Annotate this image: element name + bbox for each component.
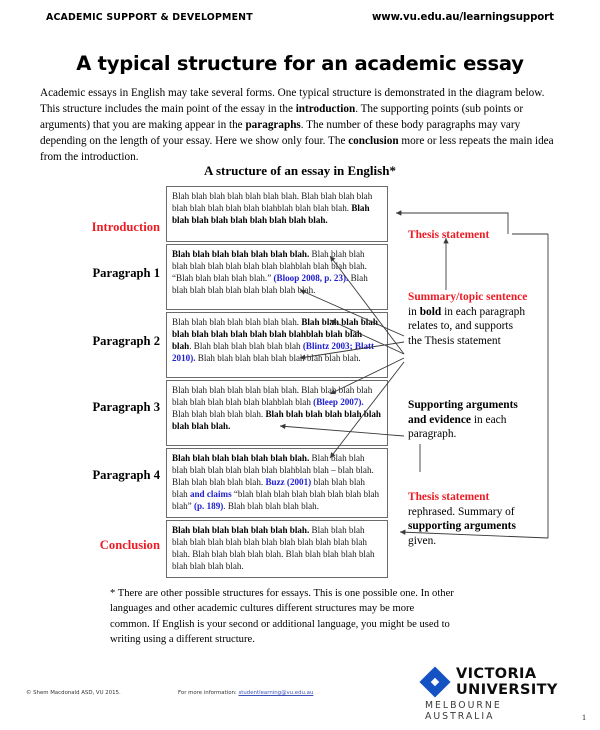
box-intro-text: Blah blah blah blah blah blah blah. Blah blah blah blah blah blah blah blah blah blahblah blah blah blah. [172, 191, 373, 213]
annotation-summary-text-1: in [408, 305, 420, 318]
annotation-thesis-bottom-text-1: rephrased. Summary of [408, 505, 515, 518]
box-intro-thesis: Blah blah blah blah blah blah blah blah blah. [172, 203, 370, 225]
intro-text-2: . The supporting points (sub points or arguments) that you are making appear in the [40, 102, 524, 131]
essay-box-paragraph-4[interactable] [166, 448, 388, 518]
box-conclusion-text: Blah blah blah blah blah blah blah blah blah blah blah blah blah blah blah. Blah blah blah blah blah. Blah blah blah blah blah blah blah blah blah. [172, 525, 375, 571]
box-p2-text-1: Blah blah blah blah blah blah blah. [172, 317, 302, 327]
diagram-label-paragraph-2: Paragraph 2 [92, 334, 160, 348]
vu-logo-wordmark [456, 667, 558, 698]
annotation-summary-topic-sentence [408, 290, 528, 348]
annotation-thesis-bottom-text-2: given. [408, 534, 437, 547]
annotation-summary-red-label: Summary/topic sentence [408, 291, 528, 303]
footnote-text: * There are other possible structures for essays. This is one possible one. In other languages and other academic cultures different structures may be more common. If English is your second or additional language, you might be used to writing using a different structure. [110, 588, 454, 646]
annotation-thesis-bottom-label: Thesis statement [408, 491, 490, 503]
box-p3-text-2: Blah blah blah blah blah. [172, 409, 266, 419]
diagram-subtitle: A structure of an essay in English* [204, 163, 396, 178]
vu-logo-line-2: UNIVERSITY [456, 681, 558, 698]
essay-box-paragraph-3[interactable] [166, 380, 388, 446]
annotation-supporting-arguments [408, 398, 533, 442]
box-p2-topic-sentence: Blah blah blah blah blah blah blah blah blah blah blahblah blah blah blah [172, 317, 378, 351]
box-p2-text-3: Blah blah blah blah blah blah blah blah blah. [195, 353, 361, 363]
page-number: 1 [582, 713, 586, 722]
box-p1-citation: (Bloop 2008, p. 23). [273, 273, 349, 283]
diagram-label-paragraph-3: Paragraph 3 [92, 400, 160, 414]
essay-structure-diagram [0, 186, 600, 571]
header-department-label: ACADEMIC SUPPORT & DEVELOPMENT [46, 12, 253, 23]
intro-bold-paragraphs: paragraphs [245, 118, 301, 131]
box-p4-text-3: “blah blah blah blah blah blah blah blah blah” [172, 489, 380, 511]
footer-contact-info [178, 690, 313, 696]
annotation-supporting-text: in each paragraph. [408, 413, 507, 441]
box-p4-text-4: . Blah blah blah blah blah. [223, 501, 319, 511]
box-p4-citation-3: (p. 189) [193, 501, 224, 511]
essay-box-conclusion[interactable] [166, 520, 388, 578]
diagram-label-paragraph-4: Paragraph 4 [92, 468, 160, 482]
box-p1-text-2: Blah blah blah blah blah blah blah blah blah. [172, 273, 368, 295]
diagram-label-conclusion: Conclusion [99, 538, 160, 552]
vu-logo-line-1: VICTORIA [456, 666, 537, 682]
annotation-supporting-bold: Supporting arguments and evidence [408, 399, 518, 426]
essay-box-paragraph-2[interactable] [166, 312, 388, 378]
annotation-summary-bold: bold [419, 305, 442, 318]
annotation-thesis-statement-top [408, 228, 548, 243]
annotation-thesis-bottom-bold: supporting arguments [408, 520, 516, 533]
intro-paragraph [40, 86, 560, 166]
victoria-university-logo [424, 666, 574, 722]
intro-bold-introduction: introduction [295, 102, 356, 115]
box-p4-topic-sentence: Blah blah blah blah blah blah blah. [172, 453, 310, 463]
diagram-label-introduction: Introduction [91, 220, 160, 234]
annotation-thesis-statement-bottom [408, 490, 538, 548]
header-website-url[interactable]: www.vu.edu.au/learningsupport [372, 12, 554, 23]
page-header [0, 12, 600, 34]
diagram-label-paragraph-1: Paragraph 1 [92, 266, 160, 280]
footer-contact-email[interactable]: studentlearning@vu.edu.au [238, 690, 314, 696]
footer-contact-label: For more information: [178, 690, 239, 696]
box-p2-citation: (Blintz 2003; Blatt 2010). [172, 341, 375, 363]
box-p1-text-1: Blah blah blah blah blah blah blah blah blah blahblah blah blah blah. “Blah blah blah blah blah.” [172, 249, 367, 283]
box-p4-text-2: blah blah blah blah [172, 477, 365, 499]
box-conclusion-topic-sentence: Blah blah blah blah blah blah blah. [172, 525, 310, 535]
essay-box-paragraph-1[interactable] [166, 244, 388, 310]
essay-box-introduction[interactable] [166, 186, 388, 242]
intro-text-3: . The number of these body paragraphs may vary depending on the length of your essay. Here we show only four. The [40, 118, 521, 147]
vu-logo-tagline: MELBOURNE AUSTRALIA [425, 700, 502, 722]
box-p3-citation: (Bleep 2007). [313, 397, 364, 407]
box-p1-topic-sentence: Blah blah blah blah blah blah blah. [172, 249, 310, 259]
box-p4-citation-2: and claims [189, 489, 232, 499]
box-p2-text-2: . Blah blah blah blah blah blah [189, 341, 303, 351]
annotation-summary-text-2: in each paragraph relates to, and supports the Thesis statement [408, 305, 526, 347]
box-p3-text-1: Blah blah blah blah blah blah blah. Blah blah blah blah blah blah blah blah blah blahblah blah [172, 385, 373, 407]
intro-text-1: Academic essays in English may take several forms. One typical structure is demonstrated in the diagram below. This structure includes the main point of the essay in the [40, 87, 545, 115]
box-p3-topic-sentence: Blah blah blah blah blah blah blah blah blah. [172, 409, 381, 431]
box-p4-citation-1: Buzz (2001) [265, 477, 312, 487]
intro-bold-conclusion: conclusion [348, 134, 399, 147]
box-p4-text-1: Blah blah blah blah blah blah blah blah blah blahblah blah – blah blah. Blah blah blah blah blah. [172, 453, 374, 487]
intro-text-4: more or less repeats the main idea from the introduction. [40, 134, 554, 163]
footer-copyright: © Shem Macdonald ASD, VU 2015. [26, 690, 121, 696]
vu-diamond-icon [419, 666, 450, 697]
page-title: A typical structure for an academic essay [76, 52, 524, 75]
annotation-thesis-top-label: Thesis statement [408, 229, 490, 241]
